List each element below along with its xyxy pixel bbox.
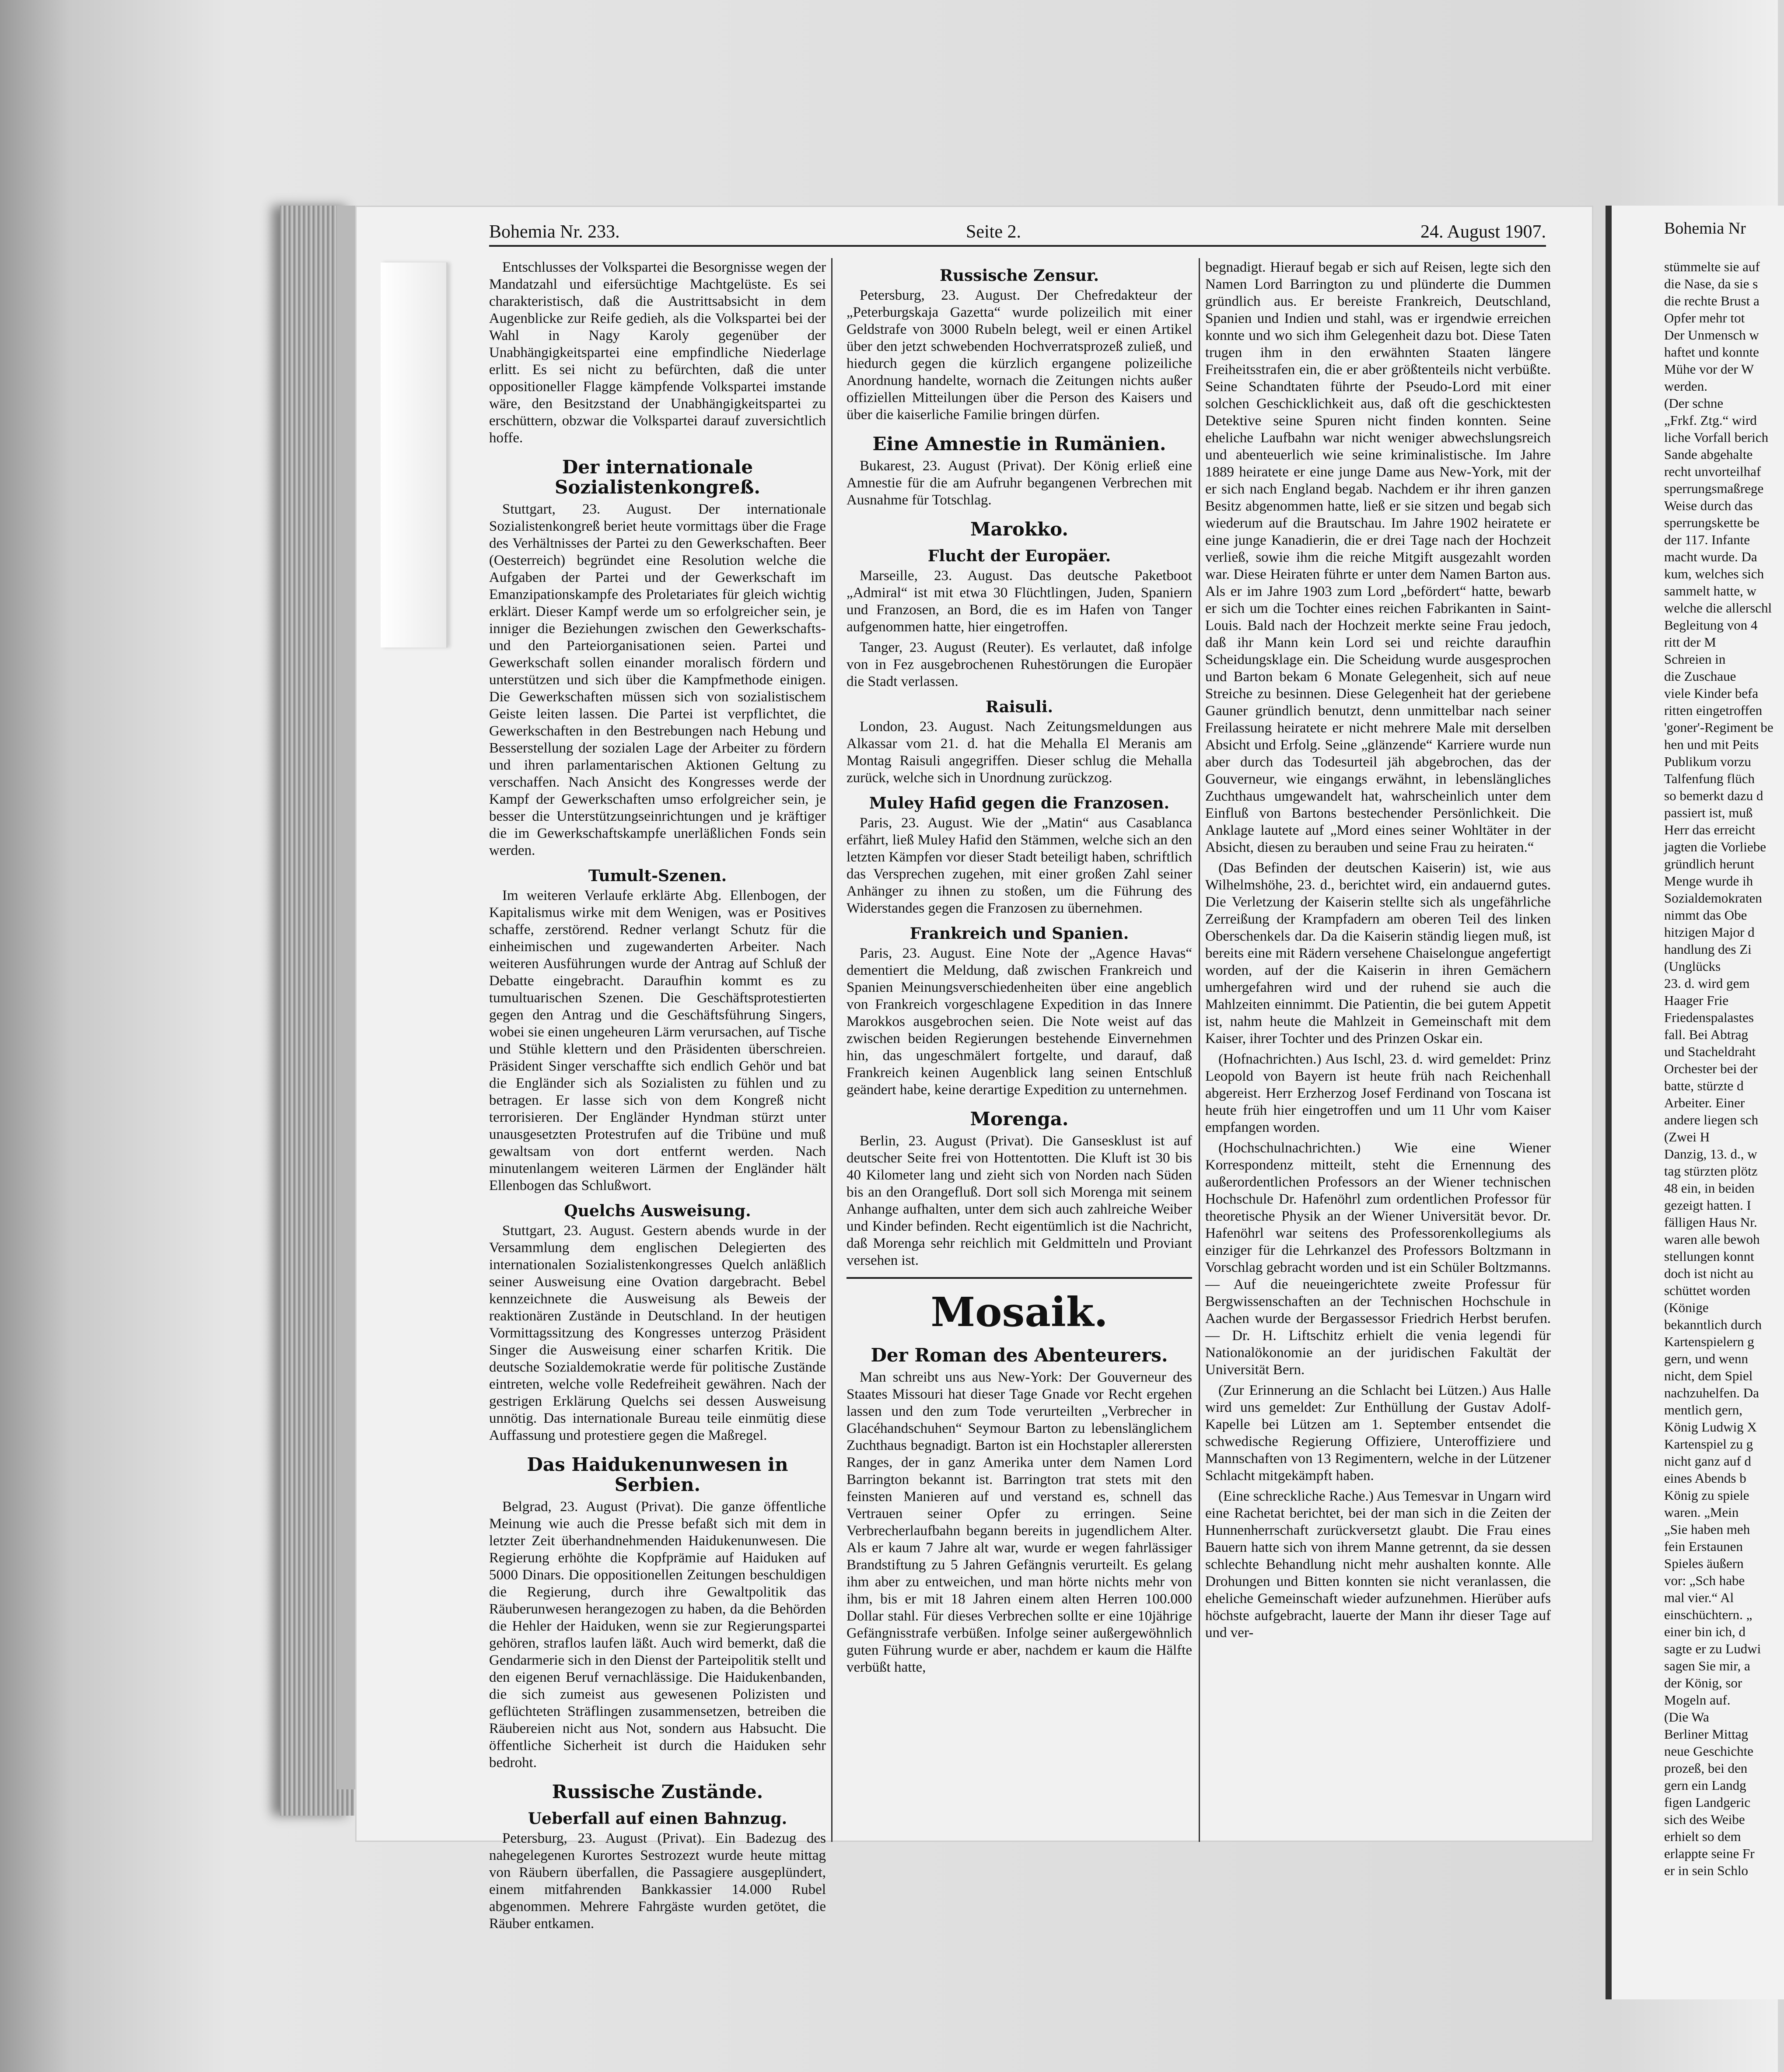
- headline-serbien: Das Haidukenunwesen in Serbien.: [527, 1454, 788, 1495]
- article-text: (Hochschulnachrichten.) Wie eine Wiener Korrespondenz mitteilt, steht die Ernennung des außerordentlichen Professors an der Wiener technischen Hochschule Dr. Hafenöhrl zum ordentlichen Professor für theoretische Physik an der Wiener Universität bevor. Dr. Hafenöhrl war seitens des Professorenkollegiums als einziger für die Lehrkanzel des Professors Boltzmann in Vorschlag gebracht worden und ist ein Schüler Boltzmanns. — Auf die neueingerichtete zweite Professur für Bergwissenschaften an der Technischen Hochschule in Aachen wurde der Bergassessor Friedrich Herbst berufen. — Dr. H. Liftschitz erhielt die venia legendi für Nationalökonomie an der juridischen Fakultät der Universität Bern.: [1205, 1140, 1551, 1378]
- subheadline-frankreich-spanien: Frankreich und Spanien.: [909, 924, 1129, 943]
- headline-russische-zustaende: Russische Zustände.: [552, 1781, 763, 1802]
- column-1: [489, 259, 826, 1932]
- column-2: [847, 259, 1192, 1843]
- article-text: Tanger, 23. August (Reuter). Es verlautet, daß infolge von in Fez ausgebrochenen Ruhestörungen die Europäer die Stadt verlassen.: [847, 640, 1192, 690]
- headline-russische-zensur: Russische Zensur.: [939, 266, 1099, 285]
- article-text: Paris, 23. August. Wie der „Matin“ aus Casablanca erfährt, ließ Muley Hafid den Stämmen, welche sich an den letzten Kämpfen vor dieser Stadt beteiligt haben, schriftlich das Versprechen zugehen, mit einer großen Zahl seiner Anhänger zu ihnen zu stoßen, um die Führung des Widerstandes gegen die Franzosen zu übernehmen.: [847, 815, 1192, 916]
- page-number: Seite 2.: [966, 222, 1021, 242]
- headline-amnestie: Eine Amnestie in Rumänien.: [872, 433, 1166, 455]
- column-divider-2: [1199, 258, 1200, 1842]
- article-text: (Zur Erinnerung an die Schlacht bei Lützen.) Aus Halle wird uns gemeldet: Zur Enthüllung der Gustav Adolf-Kapelle bei Lützen am 1. September entsendet die schwedische Regierung Offiziere, Unteroffiziere und Mannschaften von 13 Regimentern, welche in der Lützener Schlacht mitgekämpft haben.: [1205, 1382, 1551, 1484]
- article-text: (Eine schreckliche Rache.) Aus Temesvar in Ungarn wird eine Rachetat berichtet, bei der man sich in die Zeiten der Hunnenherrschaft zurückversetzt glaubt. Die Frau eines Bauern hatte sich von ihrem Manne getrennt, da sie dessen schlechte Behandlung nicht mehr aushalten konnte. Alle Drohungen und Bitten konnten sie nicht veranlassen, die eheliche Gemeinschaft wieder aufzunehmen. Hierüber aufs höchste aufgebracht, lauerte der Mann ihr dieser Tage auf und ver-: [1205, 1488, 1551, 1641]
- column-3: [1205, 259, 1551, 1843]
- headline-morenga: Morenga.: [970, 1108, 1069, 1130]
- paper-title: Bohemia Nr. 233.: [489, 222, 620, 242]
- article-text: London, 23. August. Nach Zeitungsmeldungen aus Alkassar vom 21. d. hat die Mehalla El Meranis am Montag Raisuli angegriffen. Dieser schlug die Mehalla zurück, welche sich in Unordnung zurückzog.: [847, 719, 1192, 786]
- subheadline-tumult: Tumult-Szenen.: [588, 867, 727, 885]
- neighbor-text: stümmelte sie auf die Nase, da sie s die rechte Brust a Opfer mehr tot Der Unmensch w haftet und konnte Mühe vor der W werden. (Der schne „Frkf. Ztg.“ wird liche Vorfall berich Sande abgehalte recht unvorteilhaf sperrungsmaßrege Weise durch das sperrungskette be der 117. Infante macht wurde. Da kum, welches sich sammelt hatte, w welche die allerschl Begleitung von 4 ritt der M Schreien in die Zuschaue viele Kinder befa ritten eingetroffen 'goner'-Regiment be hen und mit Peits Publikum vorzu Talfenfung flüch so bemerkt dazu d passiert ist, muß Herr das erreicht jagten die Vorliebe gründlich herunt Menge wurde ih Sozialdemokraten nimmt das Obe hitzigen Major d handlung des Zi (Unglücks 23. d. wird gem Haager Frie Friedenspalastes fall. Bei Abtrag und Stacheldraht Orchester bei der batte, stürzte d Arbeiter. Einer andere liegen sch (Zwei H Danzig, 13. d., w tag stürzten plötz 48 ein, in beiden gezeigt hatten. I fälligen Haus Nr. waren alle bewoh stellungen konnt doch ist nicht au schüttet worden (Könige bekanntlich durch Kartenspielern g gern, und wenn nicht, dem Spiel nachzuhelfen. Da mentlich gern, König Ludwig X Kartenspiel zu g nicht ganz auf d eines Abends b König zu spiele waren. „Mein „Sie haben meh fein Erstaunen Spieles äußern vor: „Sch habe mal vier.“ Al einschüchtern. „ einer bin ich, d sagte er zu Ludwi sagen Sie mir, a der König, sor Mogeln auf. (Die Wa Berliner Mittag neue Geschichte prozeß, bei den gern ein Landg figen Landgeric sich des Weibe erhielt so dem erlappte seine Fr er in sein Schlo: [1664, 259, 1774, 1878]
- column-divider-1: [831, 258, 833, 1842]
- neighbor-page: [1606, 206, 1784, 1999]
- paper-slips: [381, 262, 448, 648]
- page-header: [489, 219, 1546, 247]
- article-text: Man schreibt uns aus New-York: Der Gouverneur des Staates Missouri hat dieser Tage Gnade vor Recht ergehen lassen und den zum Tode verurteilten „Verbrecher in Glacéhandschuhen“ Seymour Barton zu lebenslänglichem Zuchthaus begnadigt. Barton ist ein Hochstapler allerersten Ranges, der in ganz Amerika unter dem Namen Lord Barrington bekannt ist. Barrington trat stets mit den feinsten Manieren auf und verstand es, schnell das Vertrauen seiner Opfer zu erringen. Seine Verbrecherlaufbahn begann bereits in jugendlichem Alter. Als er kaum 7 Jahre alt war, wurde er wegen fahrlässiger Brandstiftung zu 5 Jahren Gefängnis verurteilt. Es gelang ihm aber zu entweichen, und man hörte nichts mehr von ihm, bis er mit 18 Jahren einem alten Herren 100.000 Dollar stahl. Für dieses Verbrechen sollte er eine 10jährige Gefängnisstrafe verbüßen. Infolge seiner außergewöhnlich guten Führung wurde er aber, nachdem er kaum die Hälfte verbüßt hatte,: [847, 1369, 1192, 1675]
- neighbor-header: Bohemia Nr: [1664, 219, 1746, 238]
- article-text: (Hofnachrichten.) Aus Ischl, 23. d. wird gemeldet: Prinz Leopold von Bayern ist heute früh nach Reichenhall abgereist. Herr Erzherzog Josef Ferdinand von Toscana ist heute früh hier eingetroffen und um 11 Uhr vom Kaiser empfangen worden.: [1205, 1051, 1551, 1135]
- subheadline-quelch: Quelchs Ausweisung.: [564, 1202, 751, 1220]
- article-text: Berlin, 23. August (Privat). Die Gansesklust ist auf deutscher Seite frei von Hottentotten. Die Kluft ist 30 bis 40 Kilometer lang und zieht sich von Norden nach Süden bis an den Orangefluß. Dort soll sich Morenga mit seinem Anhange aufhalten, unter dem sich auch zahlreiche Weiber und Kinder befinden. Recht eigentümlich ist die Nachricht, daß Morenga sehr reichlich mit Geldmitteln und Proviant versehen ist.: [847, 1133, 1192, 1268]
- article-intro-text: Entschlusses der Volkspartei die Besorgnisse wegen der Mandatzahl und eifersüchtige Machtgelüste. Es sei charakteristisch, daß die Austrittsabsicht in dem Augenblicke zur Reife gedieh, als die Volkspartei bei der Wahl in Nagy Karoly gegenüber der Unabhängigkeitspartei eine empfindliche Niederlage erlitt. Es sei nicht zu befürchten, daß die unter oppositioneller Flagge kämpfende Volkspartei imstande wäre, den Besitzstand der Unabhängigkeitspartei zu erschüttern, obzwar die Volkspartei darauf zuversichtlich hoffe.: [489, 259, 826, 446]
- article-text: Petersburg, 23. August (Privat). Ein Badezug des nahegelegenen Kurortes Sestrozezt wurde heute mittag von Räubern überfallen, die Passagiere ausgeplündert, einem mitfahrenden Bankkassier 14.000 Rubel abgenommen. Mehrere Fahrgäste wurden getötet, die Räuber entkamen.: [489, 1830, 826, 1932]
- article-text: Stuttgart, 23. August. Der internationale Sozialistenkongreß beriet heute vormittags über die Frage des Verhältnisses der Partei zu den Gewerkschaften. Beer (Oesterreich) begründet eine Resolution welche die Aufgaben der Partei und der Gewerkschaft im Emanzipationskampfe des Proletariates für gleich wichtig erklärt. Dieser Kampf werde um so erfolgreicher sein, je inniger die Beziehungen zwischen den Gewerkschafts- und den Parteiorganisationen seien. Partei und Gewerkschaft sollen einander moralisch fördern und unterstützen und sich über die Kampfmethode einigen. Die Gewerkschaften müssen sich von sozialistischem Geiste leiten lassen. Die Partei ist verpflichtet, die Gewerkschaften in den Bestrebungen nach Hebung und Besserstellung der sozialen Lage der Arbeiter zu fördern und ihren parlamentarischen Aktionen Geltung zu verschaffen. Nach Ansicht des Kongresses werde der Kampf der Gewerkschaften umso erfolgreicher sein, je besser die Unterstützungseinrichtungen und je kräftiger die im Gewerkschaftskampfe unerläßlichen Fonds sein werden.: [489, 501, 826, 858]
- article-text: begnadigt. Hierauf begab er sich auf Reisen, legte sich den Namen Lord Barrington zu und plünderte die Dummen gründlich aus. Er bereiste Frankreich, Deutschland, Spanien und Indien und stahl, was er irgendwie erreichen konnte und wo sich ihm Gelegenheit dazu bot. Diese Taten trugen ihm in den erwähnten Staaten längere Freiheitsstrafen ein, die er aber größtenteils nicht verbüßte. Seine Schandtaten führte der Pseudo-Lord mit einer solchen Geschicklichkeit aus, daß oft die geschicktesten Detektive seine Spuren nicht finden konnten. Seine eheliche Laufbahn war nicht weniger abwechslungsreich und abenteuerlich wie seine kriminalistische. Im Jahre 1889 heiratete er eine junge Dame aus New-York, mit der er sich nach England begab. Nachdem er ihr ihren ganzen Besitz abgenommen hatte, ließ er sie sitzen und begab sich wiederum auf die Brautschau. Im Jahre 1902 heiratete er eine junge Kanadierin, die er drei Tage nach der Hochzeit verließ, sowie ihm die reiche Mitgift ausgezahlt worden war. Diese Heiraten führte er unter dem Namen Barton aus. Als er im Jahre 1903 zum Lord „befördert“ hatte, bewarb er sich um die Tochter eines reichen Fabrikanten in Saint-Louis. Bald nach der Hochzeit merkte seine Frau jedoch, daß ihr Mann kein Lord sei und reichte daraufhin Scheidungsklage ein. Die Scheidung wurde ausgesprochen und Barton bekam 6 Monate Gelegenheit, sich auf neue Streiche zu besinnen. Diese Gelegenheit hat der geriebene Gauner gründlich benutzt, denn unmittelbar nach seiner Freilassung heiratete er nicht mehrere Male mit derselben Absicht und Erfolg. Seine „glänzende“ Karriere wurde nun aber durch das Todesurteil jäh abgebrochen, das der Gouverneur, wie eingangs erwähnt, in lebenslängliches Zuchthaus umgewandelt hat, wahrscheinlich unter dem Einfluß von Bartons bestechender Persönlichkeit. Die Anklage lautete auf „Mord eines seiner Wohltäter in der Absicht, diesen zu berauben und seine Frau zu heiraten.“: [1205, 259, 1551, 855]
- section-rule: [847, 1277, 1192, 1279]
- article-text: Stuttgart, 23. August. Gestern abends wurde in der Versammlung dem englischen Delegierten des internationalen Sozialistenkongresses Quelch anläßlich seiner Ausweisung eine Ovation dargebracht. Bebel kennzeichnete die Ausweisung als Beweis der reaktionären Zustände in Deutschland. In der heutigen Vormittagssitzung des Kongresses unterzog Präsident Singer die Ausweisung einer scharfen Kritik. Die deutsche Sozialdemokratie werde für politische Zustände eintreten, welche volle Redefreiheit gewähren. Nach der gestrigen Erklärung Quelchs sei dessen Ausweisung unnötig. Das internationale Bureau teile einmütig diese Auffassung und protestiere gegen die Maßregel.: [489, 1223, 826, 1443]
- headline-roman-abenteurer: Der Roman des Abenteurers.: [871, 1344, 1168, 1366]
- issue-date: 24. August 1907.: [1420, 222, 1546, 242]
- subheadline-muley-hafid: Muley Hafid gegen die Franzosen.: [869, 794, 1170, 812]
- subheadline-flucht: Flucht der Europäer.: [927, 547, 1111, 565]
- headline-marokko: Marokko.: [970, 518, 1068, 540]
- subheadline-raisuli: Raisuli.: [985, 698, 1053, 716]
- subheadline-bahnzug: Ueberfall auf einen Bahnzug.: [528, 1810, 787, 1828]
- article-text: Paris, 23. August. Eine Note der „Agence Havas“ dementiert die Meldung, daß zwischen Frankreich und Spanien Meinungsverschiedenheiten über eine angeblich von Frankreich vorgeschlagene Expedition in das Innere Marokkos ausgebrochen seien. Die Note weist auf das zwischen beiden Regierungen bestehende Einvernehmen hin, das ungeschmälert fortgelte, und darauf, daß Frankreich keinen Augenblick lang seinen Entschluß geändert habe, keine derartige Expedition zu unternehmen.: [847, 945, 1192, 1098]
- article-text: Petersburg, 23. August. Der Chefredakteur der „Peterburgskaja Gazetta“ wurde polizeilich mit einer Geldstrafe von 3000 Rubeln belegt, weil er einen Artikel über den jetzt schwebenden Hochverratsprozeß zuließ, und hiedurch gegen die kürzlich ergangene polizeiliche Anordnung handelte, wornach die Zeitungen nichts außer offiziellen Mitteilungen über die Person des Kaisers und über die kaiserliche Familie bringen dürfen.: [847, 287, 1192, 423]
- article-text: Marseille, 23. August. Das deutsche Paketboot „Admiral“ ist mit etwa 30 Flüchtlingen, Juden, Spaniern und Franzosen, an Bord, die es im Hafen von Tanger aufgenommen hatte, hier eingetroffen.: [847, 568, 1192, 635]
- section-title-mosaik: Mosaik.: [930, 1288, 1108, 1336]
- article-text: Bukarest, 23. August (Privat). Der König erließ eine Amnestie für die am Aufruhr begangenen Verbrechen mit Ausnahme für Totschlag.: [847, 458, 1192, 508]
- headline-sozialistenkongress: Der internationale Sozialistenkongreß.: [555, 456, 760, 498]
- article-text: (Das Befinden der deutschen Kaiserin) ist, wie aus Wilhelmshöhe, 23. d., berichtet wird, ein andauernd gutes. Die Verletzung der Kaiserin stellte sich als ungefährliche Zerreißung der Krampfadern am oberen Teil des linken Oberschenkels dar. Da die Kaiserin ständig liegen muß, ist bereits eine mit Rädern versehene Chaiselongue angefertigt worden, auf der die Kaiserin in ihren Gemächern umhergefahren wird und der ruhend sie auch die Mahlzeiten einnimmt. Die Patientin, die bei gutem Appetit ist, nahm heute die Mahlzeit in Gemeinschaft mit dem Kaiser, ihrer Tochter und des Prinzen Oskar ein.: [1205, 860, 1551, 1046]
- article-text: Belgrad, 23. August (Privat). Die ganze öffentliche Meinung wie auch die Presse befaßt sich mit dem in letzter Zeit überhandnehmenden Haidukenunwesen. Die Regierung erhöhte die Kopfprämie auf Haiduken auf 5000 Dinars. Die oppositionellen Zeitungen beschuldigen die Regierung, durch ihre Gewaltpolitik das Räuberunwesen herangezogen zu haben, da die Behörden die Hehler der Haiduken, wenn sie zur Regierungspartei gehören, straflos laufen läßt. Auch wird bemerkt, daß die Gendarmerie sich in den Dienst der Parteipolitik stellt und den eigenen Beruf vernachlässige. Die Haidukenbanden, die sich zumeist aus gewesenen Polizisten und geflüchteten Sträflingen zusammensetzen, betreiben die Räubereien nicht aus Not, sondern aus Habsucht. Die öffentliche Sicherheit ist durch die Haiduken sehr bedroht.: [489, 1499, 826, 1771]
- article-text: Im weiteren Verlaufe erklärte Abg. Ellenbogen, der Kapitalismus wirke mit dem Wenigen, was er Positives schaffe, zerstörend. Redner verlangt Schutz für die einheimischen und zugewanderten Arbeiter. Nach weiteren Ausführungen wurde der Antrag auf Schluß der Debatte eingebracht. Daraufhin kommt es zu tumultuarischen Szenen. Die Geschäftsprotestierten gegen den Antrag und die Geschäftsführung Singers, wobei sie einen ungeheuren Lärm verursachen, auf Tische und Stühle klettern und den Präsidenten überschreien. Präsident Singer verschaffte sich endlich Gehör und bat die Engländer sich als Sozialisten zu fühlen und zu betragen. Er lasse sich von dem Kongreß nicht terrorisieren. Der Engländer Hyndman stürzt unter unausgesetzten Protestrufen auf die Tribüne und muß gewaltsam von dort entfernt werden. Nach minutenlangem weiteren Lärmen der Engländer hält Ellenbogen das Schlußwort.: [489, 888, 826, 1194]
